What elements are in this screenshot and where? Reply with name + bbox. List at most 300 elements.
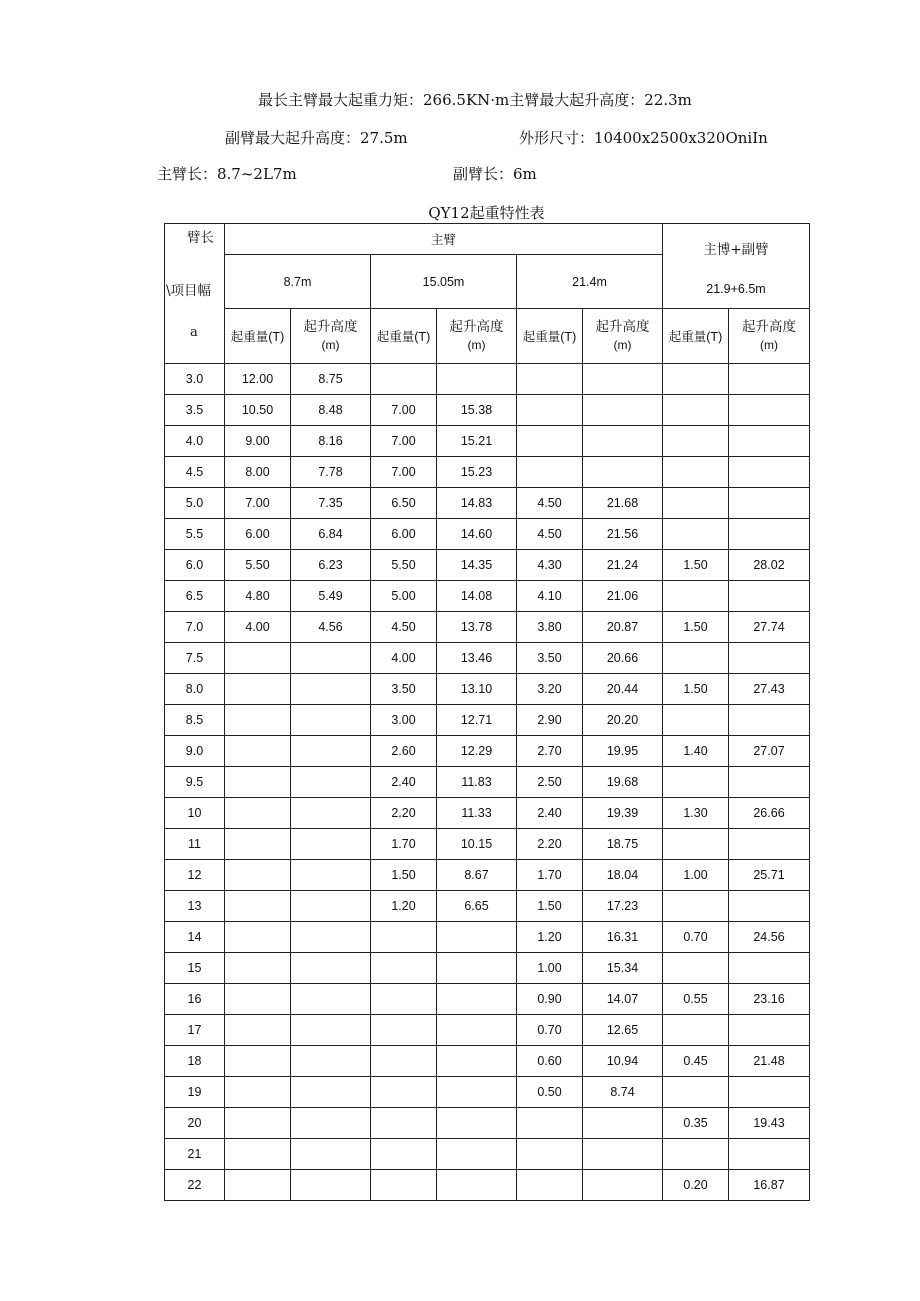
value-cell	[225, 891, 291, 922]
value-cell	[291, 643, 371, 674]
value-cell: 26.66	[729, 798, 810, 829]
value-cell: 18.04	[583, 860, 663, 891]
value-cell: 12.29	[437, 736, 517, 767]
value-cell	[225, 1108, 291, 1139]
value-cell: 6.00	[371, 519, 437, 550]
spec-main-boom-length: 主臂长：8.7~2L7m	[157, 165, 297, 183]
value-cell: 19.95	[583, 736, 663, 767]
spec-line-torque-height: 最长主臂最大起重力矩：266.5KN·m主臂最大起升高度：22.3m	[258, 91, 692, 109]
value-cell: 19.68	[583, 767, 663, 798]
value-cell	[291, 1139, 371, 1170]
value-cell	[437, 364, 517, 395]
value-cell: 14.83	[437, 488, 517, 519]
value-cell: 3.20	[517, 674, 583, 705]
value-cell	[225, 674, 291, 705]
radius-cell: 13	[165, 891, 225, 922]
value-cell	[371, 1077, 437, 1108]
value-cell: 0.60	[517, 1046, 583, 1077]
value-cell: 3.50	[517, 643, 583, 674]
value-cell: 24.56	[729, 922, 810, 953]
value-cell: 0.70	[663, 922, 729, 953]
value-cell	[663, 519, 729, 550]
table-row	[165, 705, 810, 736]
value-cell	[291, 798, 371, 829]
value-cell: 8.74	[583, 1077, 663, 1108]
value-cell: 6.23	[291, 550, 371, 581]
value-cell	[371, 1139, 437, 1170]
value-cell: 2.40	[371, 767, 437, 798]
value-cell	[663, 488, 729, 519]
value-cell: 14.60	[437, 519, 517, 550]
value-cell: 0.90	[517, 984, 583, 1015]
value-cell: 4.56	[291, 612, 371, 643]
value-cell: 23.16	[729, 984, 810, 1015]
value-cell	[291, 891, 371, 922]
value-cell: 15.38	[437, 395, 517, 426]
value-cell: 5.00	[371, 581, 437, 612]
value-cell	[517, 426, 583, 457]
header-load-capacity: 起重量(T)	[517, 309, 583, 364]
radius-cell: 11	[165, 829, 225, 860]
value-cell: 27.43	[729, 674, 810, 705]
radius-cell: 6.5	[165, 581, 225, 612]
value-cell: 16.31	[583, 922, 663, 953]
value-cell	[729, 519, 810, 550]
header-lift-height	[291, 309, 371, 364]
value-cell	[371, 984, 437, 1015]
header-main-boom: 主臂	[225, 224, 663, 255]
value-cell: 1.50	[663, 550, 729, 581]
header-lift-height-unit: (m)	[613, 338, 632, 352]
value-cell: 21.56	[583, 519, 663, 550]
table-row	[165, 736, 810, 767]
header-lift-height-label: 起升高度	[303, 319, 358, 335]
value-cell: 15.21	[437, 426, 517, 457]
radius-cell: 19	[165, 1077, 225, 1108]
radius-cell: 9.5	[165, 767, 225, 798]
table-row	[165, 1015, 810, 1046]
value-cell	[371, 953, 437, 984]
value-cell	[437, 953, 517, 984]
radius-cell: 6.0	[165, 550, 225, 581]
value-cell	[291, 1108, 371, 1139]
radius-cell: 16	[165, 984, 225, 1015]
value-cell: 27.74	[729, 612, 810, 643]
value-cell	[729, 891, 810, 922]
value-cell: 16.87	[729, 1170, 810, 1201]
value-cell	[225, 829, 291, 860]
value-cell: 7.00	[371, 395, 437, 426]
value-cell: 8.75	[291, 364, 371, 395]
value-cell	[225, 798, 291, 829]
value-cell	[437, 1139, 517, 1170]
value-cell	[663, 953, 729, 984]
value-cell	[583, 1108, 663, 1139]
header-lift-height-label: 起升高度	[595, 319, 650, 335]
radius-cell: 8.0	[165, 674, 225, 705]
value-cell: 0.20	[663, 1170, 729, 1201]
header-corner-cell	[165, 224, 225, 364]
radius-cell: 7.5	[165, 643, 225, 674]
value-cell	[517, 1139, 583, 1170]
table-row	[165, 612, 810, 643]
table-row	[165, 395, 810, 426]
radius-cell: 20	[165, 1108, 225, 1139]
table-row	[165, 798, 810, 829]
value-cell: 21.06	[583, 581, 663, 612]
value-cell	[225, 1139, 291, 1170]
header-length-21-4: 21.4m	[517, 255, 663, 309]
spec-dimensions: 外形尺寸：10400x2500x320OniIn	[519, 129, 768, 147]
value-cell	[225, 643, 291, 674]
value-cell	[437, 1046, 517, 1077]
value-cell: 12.65	[583, 1015, 663, 1046]
value-cell: 25.71	[729, 860, 810, 891]
radius-cell: 4.0	[165, 426, 225, 457]
header-lift-height-label: 起升高度	[742, 319, 796, 335]
radius-cell: 5.5	[165, 519, 225, 550]
value-cell	[225, 736, 291, 767]
header-load-capacity: 起重量(T)	[663, 309, 729, 364]
table-row	[165, 674, 810, 705]
value-cell: 4.50	[517, 519, 583, 550]
value-cell	[225, 767, 291, 798]
radius-cell: 10	[165, 798, 225, 829]
value-cell: 12.00	[225, 364, 291, 395]
header-length-8-7: 8.7m	[225, 255, 371, 309]
value-cell	[437, 1077, 517, 1108]
value-cell: 1.50	[663, 674, 729, 705]
value-cell	[663, 581, 729, 612]
spec-aux-boom-height: 副臂最大起升高度：27.5m	[225, 129, 408, 147]
value-cell: 11.33	[437, 798, 517, 829]
value-cell	[583, 457, 663, 488]
value-cell	[729, 426, 810, 457]
header-length-15-05: 15.05m	[371, 255, 517, 309]
value-cell: 2.20	[517, 829, 583, 860]
radius-cell: 14	[165, 922, 225, 953]
value-cell: 4.10	[517, 581, 583, 612]
value-cell	[371, 1015, 437, 1046]
value-cell: 28.02	[729, 550, 810, 581]
value-cell	[291, 1170, 371, 1201]
corner-label-radius: \项目幅	[166, 283, 212, 299]
radius-cell: 18	[165, 1046, 225, 1077]
value-cell: 7.35	[291, 488, 371, 519]
value-cell: 1.40	[663, 736, 729, 767]
table-row	[165, 488, 810, 519]
value-cell	[663, 395, 729, 426]
value-cell	[729, 643, 810, 674]
value-cell: 0.70	[517, 1015, 583, 1046]
value-cell	[291, 984, 371, 1015]
value-cell	[291, 736, 371, 767]
value-cell: 2.90	[517, 705, 583, 736]
value-cell	[291, 674, 371, 705]
value-cell	[225, 860, 291, 891]
value-cell: 18.75	[583, 829, 663, 860]
value-cell: 1.20	[517, 922, 583, 953]
value-cell	[371, 1108, 437, 1139]
value-cell	[729, 767, 810, 798]
radius-cell: 8.5	[165, 705, 225, 736]
value-cell: 21.68	[583, 488, 663, 519]
table-row	[165, 643, 810, 674]
header-lift-height	[729, 309, 810, 364]
table-row	[165, 519, 810, 550]
value-cell	[729, 457, 810, 488]
value-cell: 8.67	[437, 860, 517, 891]
value-cell: 20.87	[583, 612, 663, 643]
value-cell: 2.60	[371, 736, 437, 767]
table-row	[165, 550, 810, 581]
value-cell: 2.70	[517, 736, 583, 767]
radius-cell: 3.5	[165, 395, 225, 426]
value-cell: 1.50	[517, 891, 583, 922]
value-cell	[291, 922, 371, 953]
table-row	[165, 1139, 810, 1170]
value-cell: 21.48	[729, 1046, 810, 1077]
value-cell: 2.50	[517, 767, 583, 798]
value-cell: 20.44	[583, 674, 663, 705]
value-cell	[729, 395, 810, 426]
header-lift-height-unit: (m)	[321, 338, 340, 352]
value-cell	[291, 767, 371, 798]
value-cell: 17.23	[583, 891, 663, 922]
value-cell: 20.20	[583, 705, 663, 736]
value-cell	[371, 1046, 437, 1077]
value-cell: 13.46	[437, 643, 517, 674]
value-cell: 5.50	[225, 550, 291, 581]
value-cell: 12.71	[437, 705, 517, 736]
value-cell: 13.78	[437, 612, 517, 643]
radius-cell: 15	[165, 953, 225, 984]
radius-cell: 22	[165, 1170, 225, 1201]
value-cell	[583, 364, 663, 395]
value-cell	[663, 643, 729, 674]
value-cell: 6.84	[291, 519, 371, 550]
table-row	[165, 953, 810, 984]
table-row	[165, 922, 810, 953]
header-length-aux: 21.9+6.5m	[706, 282, 766, 296]
radius-cell: 5.0	[165, 488, 225, 519]
value-cell	[583, 395, 663, 426]
value-cell: 14.08	[437, 581, 517, 612]
value-cell: 4.30	[517, 550, 583, 581]
header-lift-height-unit: (m)	[760, 338, 778, 352]
table-row	[165, 1108, 810, 1139]
radius-cell: 12	[165, 860, 225, 891]
header-load-capacity: 起重量(T)	[225, 309, 291, 364]
radius-cell: 17	[165, 1015, 225, 1046]
value-cell: 1.50	[663, 612, 729, 643]
value-cell	[729, 1139, 810, 1170]
value-cell: 4.50	[517, 488, 583, 519]
value-cell: 0.50	[517, 1077, 583, 1108]
value-cell: 10.50	[225, 395, 291, 426]
header-main-aux-boom	[663, 224, 810, 309]
value-cell	[225, 1046, 291, 1077]
value-cell	[371, 364, 437, 395]
corner-label-boom-length: 臂长	[187, 230, 214, 246]
value-cell: 0.45	[663, 1046, 729, 1077]
value-cell: 4.80	[225, 581, 291, 612]
header-lift-height	[583, 309, 663, 364]
value-cell	[225, 922, 291, 953]
value-cell	[729, 1077, 810, 1108]
table-row	[165, 860, 810, 891]
table-row	[165, 457, 810, 488]
value-cell	[225, 1077, 291, 1108]
value-cell	[291, 705, 371, 736]
value-cell	[291, 1077, 371, 1108]
value-cell	[225, 984, 291, 1015]
value-cell: 1.50	[371, 860, 437, 891]
value-cell	[225, 705, 291, 736]
value-cell: 7.00	[371, 426, 437, 457]
value-cell	[225, 1015, 291, 1046]
value-cell: 1.30	[663, 798, 729, 829]
value-cell: 19.43	[729, 1108, 810, 1139]
table-row	[165, 1077, 810, 1108]
value-cell	[371, 1170, 437, 1201]
value-cell: 9.00	[225, 426, 291, 457]
value-cell: 15.23	[437, 457, 517, 488]
value-cell: 0.55	[663, 984, 729, 1015]
value-cell	[291, 1046, 371, 1077]
value-cell	[663, 426, 729, 457]
table-row	[165, 891, 810, 922]
value-cell	[437, 984, 517, 1015]
value-cell	[371, 922, 437, 953]
table-row	[165, 829, 810, 860]
value-cell	[437, 1108, 517, 1139]
value-cell: 8.16	[291, 426, 371, 457]
header-lift-height-unit: (m)	[467, 338, 486, 352]
value-cell: 6.50	[371, 488, 437, 519]
header-lift-height-label: 起升高度	[449, 319, 504, 335]
value-cell	[663, 767, 729, 798]
value-cell	[663, 705, 729, 736]
value-cell: 14.07	[583, 984, 663, 1015]
radius-cell: 4.5	[165, 457, 225, 488]
header-load-capacity: 起重量(T)	[371, 309, 437, 364]
table-row	[165, 984, 810, 1015]
value-cell: 14.35	[437, 550, 517, 581]
value-cell: 10.94	[583, 1046, 663, 1077]
value-cell	[663, 364, 729, 395]
header-aux-group-label: 主博+副臂	[703, 242, 769, 258]
table-title: QY12起重特性表	[428, 204, 545, 222]
radius-cell: 7.0	[165, 612, 225, 643]
value-cell	[517, 1108, 583, 1139]
value-cell	[663, 891, 729, 922]
value-cell: 8.00	[225, 457, 291, 488]
value-cell: 15.34	[583, 953, 663, 984]
value-cell	[291, 860, 371, 891]
value-cell: 10.15	[437, 829, 517, 860]
value-cell	[729, 1015, 810, 1046]
value-cell	[729, 581, 810, 612]
value-cell: 1.20	[371, 891, 437, 922]
table-row	[165, 364, 810, 395]
value-cell	[729, 829, 810, 860]
value-cell: 11.83	[437, 767, 517, 798]
value-cell	[437, 922, 517, 953]
table-row	[165, 767, 810, 798]
value-cell	[583, 1170, 663, 1201]
value-cell: 21.24	[583, 550, 663, 581]
table-row	[165, 1046, 810, 1077]
value-cell: 7.00	[371, 457, 437, 488]
value-cell: 8.48	[291, 395, 371, 426]
value-cell: 2.40	[517, 798, 583, 829]
value-cell	[291, 829, 371, 860]
spec-aux-boom-length: 副臂长：6m	[453, 165, 537, 183]
value-cell	[663, 1077, 729, 1108]
value-cell	[663, 1015, 729, 1046]
value-cell: 7.00	[225, 488, 291, 519]
value-cell: 1.00	[517, 953, 583, 984]
value-cell	[291, 953, 371, 984]
value-cell: 1.70	[517, 860, 583, 891]
corner-label-a: a	[190, 325, 198, 340]
table-row	[165, 426, 810, 457]
value-cell: 3.50	[371, 674, 437, 705]
value-cell: 0.35	[663, 1108, 729, 1139]
radius-cell: 3.0	[165, 364, 225, 395]
value-cell	[517, 395, 583, 426]
value-cell	[663, 829, 729, 860]
value-cell	[517, 457, 583, 488]
value-cell	[729, 364, 810, 395]
value-cell: 1.00	[663, 860, 729, 891]
value-cell: 13.10	[437, 674, 517, 705]
value-cell	[729, 488, 810, 519]
value-cell: 4.00	[225, 612, 291, 643]
value-cell	[291, 1015, 371, 1046]
value-cell: 3.00	[371, 705, 437, 736]
value-cell: 4.00	[371, 643, 437, 674]
value-cell	[225, 953, 291, 984]
value-cell	[583, 426, 663, 457]
value-cell	[663, 1139, 729, 1170]
value-cell	[517, 1170, 583, 1201]
table-row	[165, 1170, 810, 1201]
value-cell: 27.07	[729, 736, 810, 767]
value-cell	[517, 364, 583, 395]
value-cell: 4.50	[371, 612, 437, 643]
value-cell: 1.70	[371, 829, 437, 860]
value-cell	[437, 1015, 517, 1046]
header-lift-height	[437, 309, 517, 364]
value-cell: 5.49	[291, 581, 371, 612]
value-cell: 6.65	[437, 891, 517, 922]
value-cell	[225, 1170, 291, 1201]
value-cell: 5.50	[371, 550, 437, 581]
value-cell: 19.39	[583, 798, 663, 829]
table-row	[165, 581, 810, 612]
value-cell	[583, 1139, 663, 1170]
value-cell: 6.00	[225, 519, 291, 550]
value-cell: 20.66	[583, 643, 663, 674]
value-cell	[729, 705, 810, 736]
load-chart-table	[164, 223, 810, 1201]
value-cell: 2.20	[371, 798, 437, 829]
value-cell	[663, 457, 729, 488]
value-cell: 7.78	[291, 457, 371, 488]
radius-cell: 21	[165, 1139, 225, 1170]
